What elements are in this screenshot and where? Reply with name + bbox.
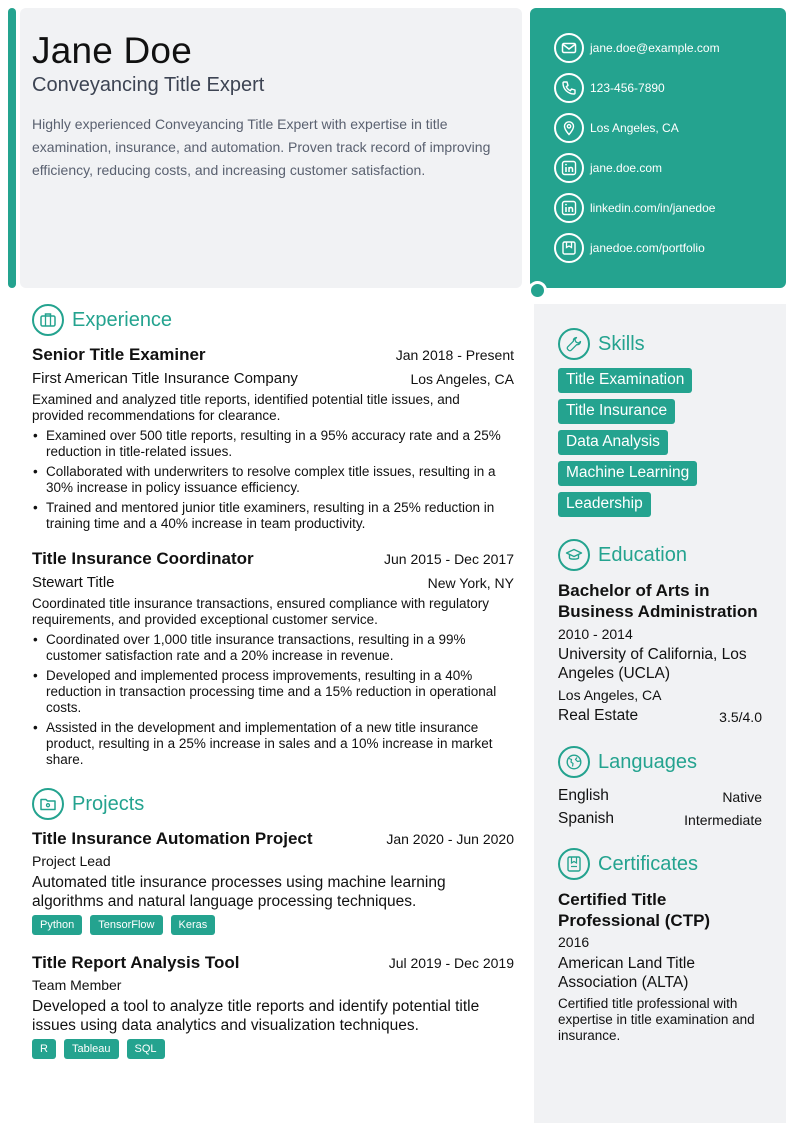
languages-title: Languages [598, 750, 697, 773]
job-2-bullets [32, 632, 516, 772]
location-icon [554, 113, 584, 143]
certificate-name: Certified Title Professional (CTP) [558, 890, 711, 930]
tag: Tableau [64, 1039, 119, 1059]
education-field: Real Estate [558, 707, 639, 724]
skill-badge: Machine Learning [558, 461, 697, 486]
skill-badge: Title Insurance [558, 399, 675, 424]
education-heading [558, 539, 687, 571]
decorative-dot [528, 281, 547, 300]
header-accent-bar [8, 8, 16, 288]
project-1-title: Title Insurance Automation Project [32, 829, 313, 848]
project-1-description: Automated title insurance processes using machine learning algorithms and natural language processing techniques. [32, 874, 446, 910]
language-name: English [558, 787, 609, 804]
job-1-location: Los Angeles, CA [410, 371, 514, 387]
tag: TensorFlow [90, 915, 162, 935]
contact-website-text: jane.doe.com [590, 161, 663, 175]
contact-email-text: jane.doe@example.com [590, 41, 720, 55]
skills-heading [558, 328, 645, 360]
certificates-heading [558, 848, 698, 880]
skills-title: Skills [598, 332, 645, 355]
language-name: Spanish [558, 810, 615, 827]
project-1-dates: Jan 2020 - Jun 2020 [386, 831, 514, 847]
education-years: 2010 - 2014 [558, 626, 633, 642]
contact-phone-text: 123-456-7890 [590, 81, 665, 95]
education-degree: Bachelor of Arts in Business Administration [558, 581, 758, 621]
contact-linkedin-text: linkedin.com/in/janedoe [590, 201, 716, 215]
skill-badge: Title Examination [558, 368, 692, 393]
projects-title: Projects [72, 792, 145, 815]
project-1-role: Project Lead [32, 853, 111, 869]
language-level: Intermediate [684, 812, 762, 828]
experience-heading [32, 304, 172, 336]
project-1-tags [32, 915, 223, 935]
list-item: • Examined over 500 title reports, resulting in a 95% accuracy rate and a 25% reduction in title-related issues. [32, 428, 516, 460]
education-title: Education [598, 543, 687, 566]
list-item: • Collaborated with underwriters to resolve complex title issues, resulting in a 30% increase in policy issuance efficiency. [32, 464, 516, 496]
certificate-description: Certified title professional with expertise in title examination and insurance. [558, 996, 755, 1043]
education-location: Los Angeles, CA [558, 687, 662, 703]
job-2-summary: Coordinated title insurance transactions, ensured compliance with regulatory requirements, and provided exceptional customer service. [32, 596, 489, 627]
certificate-year: 2016 [558, 934, 590, 950]
job-1-bullets [32, 428, 516, 536]
contact-linkedin[interactable] [554, 191, 715, 225]
job-1-summary: Examined and analyzed title reports, identified potential title issues, and provided recommendations for clearance. [32, 392, 460, 423]
tag: Keras [171, 915, 216, 935]
project-2-description: Developed a tool to analyze title reports and identify potential title issues using data analytics and visualization techniques. [32, 998, 480, 1034]
tag: SQL [127, 1039, 165, 1059]
job-2-dates: Jun 2015 - Dec 2017 [384, 551, 514, 567]
job-2-location: New York, NY [427, 575, 514, 591]
candidate-name: Jane Doe [32, 30, 192, 71]
contact-portfolio[interactable] [554, 231, 705, 265]
contact-phone[interactable] [554, 71, 665, 105]
certificates-title: Certificates [598, 852, 699, 875]
linkedin-icon [554, 193, 584, 223]
summary-text: Highly experienced Conveyancing Title Expert with expertise in title examination, insurance, and automation. Proven track record of improving efficiency, reducing costs, and increasing customer satisfaction. [32, 116, 491, 178]
header-panel [20, 8, 522, 288]
email-icon [554, 33, 584, 63]
project-2-role: Team Member [32, 977, 122, 993]
certificate-name: American Land Title Association (ALTA) [558, 955, 695, 991]
job-1-company: First American Title Insurance Company [32, 370, 298, 387]
linkedin-icon [554, 153, 584, 183]
phone-icon [554, 73, 584, 103]
job-2-title: Title Insurance Coordinator [32, 549, 254, 568]
experience-title: Experience [72, 308, 173, 331]
wrench-icon [558, 328, 590, 360]
skill-badge: Data Analysis [558, 430, 668, 455]
education-school: University of California, Los Angeles (UCLA) [558, 646, 747, 682]
contact-panel [530, 8, 786, 288]
candidate-title: Conveyancing Title Expert [32, 74, 265, 96]
certificate-icon [558, 848, 590, 880]
job-2-company: Stewart Title [32, 574, 115, 591]
globe-icon [558, 746, 590, 778]
job-1-title: Senior Title Examiner [32, 345, 206, 364]
contact-portfolio-text: janedoe.com/portfolio [590, 241, 705, 255]
briefcase-icon [32, 304, 64, 336]
contact-location [554, 111, 679, 145]
contact-website[interactable] [554, 151, 662, 185]
list-item: • Assisted in the development and implementation of a new title insurance product, resulting in a 25% increase in sales and a 10% increase in market share. [32, 720, 516, 768]
tag: R [32, 1039, 56, 1059]
projects-heading [32, 788, 144, 820]
language-level: Native [722, 789, 762, 805]
languages-heading [558, 746, 697, 778]
tag: Python [32, 915, 82, 935]
project-2-title: Title Report Analysis Tool [32, 953, 240, 972]
project-2-dates: Jul 2019 - Dec 2019 [388, 955, 514, 971]
folder-icon [32, 788, 64, 820]
contact-location-text: Los Angeles, CA [590, 121, 679, 135]
list-item: • Coordinated over 1,000 title insurance transactions, resulting in a 99% customer satisfaction rate and a 20% increase in revenue. [32, 632, 516, 664]
list-item: • Trained and mentored junior title examiners, resulting in a 25% reduction in training time and a 40% increase in team productivity. [32, 500, 516, 532]
portfolio-icon [554, 233, 584, 263]
skill-badge: Leadership [558, 492, 651, 517]
contact-email[interactable] [554, 31, 720, 65]
graduation-cap-icon [558, 539, 590, 571]
education-gpa: 3.5/4.0 [719, 709, 762, 725]
list-item: • Developed and implemented process improvements, resulting in a 40% reduction in transaction processing time and a 15% reduction in operational costs. [32, 668, 516, 716]
job-1-dates: Jan 2018 - Present [395, 347, 514, 363]
project-2-tags [32, 1039, 173, 1059]
